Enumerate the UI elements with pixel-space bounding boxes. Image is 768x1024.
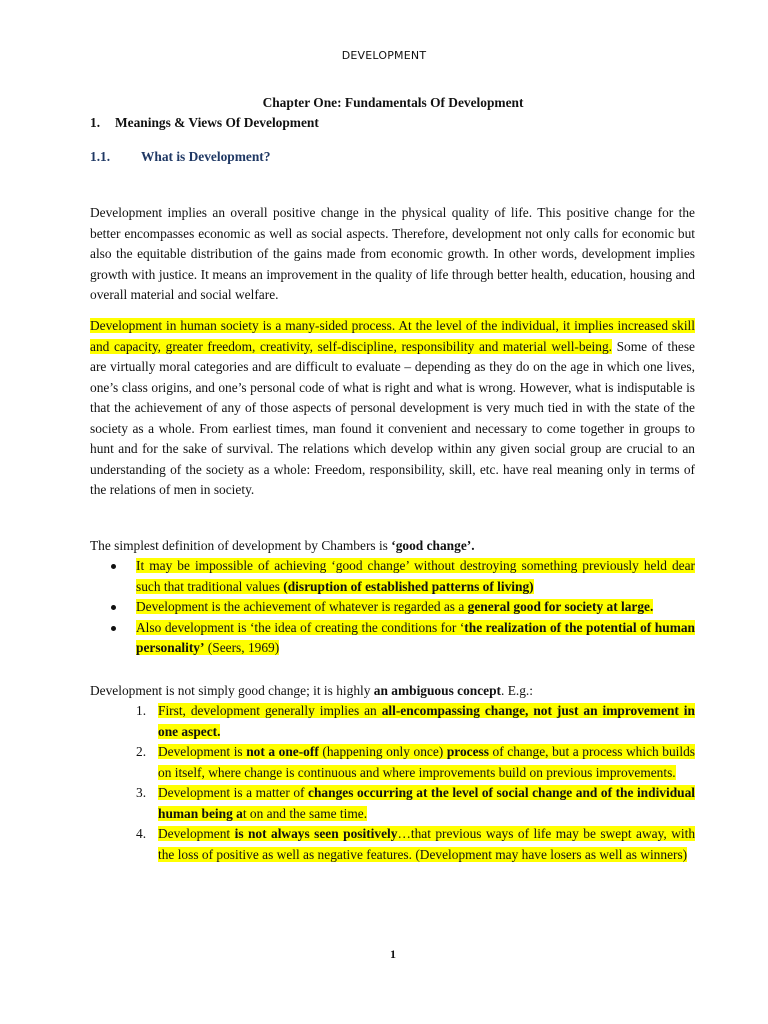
numbered-list-item [90,701,695,742]
bullet-icon [111,626,116,631]
list-number: 4. [136,826,147,841]
subsection-title: What is Development? [141,149,271,164]
subsection-heading [90,147,270,168]
list-number: 2. [136,744,147,759]
subsection-number: 1.1. [90,149,111,164]
highlighted-text: Development in human society is a many-sided process. At the level of the individual, it implies increased skill and capacity, greater freedom, creativity, self-discipline, responsibility and material well-being. [90,318,695,354]
list-item-text: Development is not always seen positively…that previous ways of life may be swept away, with the loss of positive as well as negative features. (Development may have losers as well as winners) [158,826,696,862]
running-header: DEVELOPMENT [341,49,427,62]
page-number: 1 [390,947,396,961]
list-item [90,618,695,659]
paragraph-definition: Development implies an overall positive change in the physical quality of life. This positive change for the better encompasses economic as well as social aspects. Therefore, development not only calls for economic but also the equitable distribution of the gains made from economic growth. In other words, development implies growth with justice. It means an improvement in the quality of life through better health, education, housing and overall material and social welfare. [90,205,695,302]
chambers-bold: ‘good change’. [391,538,475,553]
numbered-list-item [90,824,695,865]
list-item-text: Also development is ‘the idea of creating the conditions for ‘the realization of the potential of human personality’ (Seers, 1969) [136,619,695,655]
numbered-list-item [90,742,695,783]
list-number: 1. [136,703,147,718]
section-title: Meanings & Views Of Development [115,115,319,130]
list-item-text: It may be impossible of achieving ‘good change’ without destroying something previously held dear such that traditional values (disruption of established patterns of living) [136,558,695,594]
list-item [90,556,695,597]
chambers-definition [90,536,475,557]
bullet-icon [111,564,116,569]
list-item [90,597,695,618]
numbered-list-item [90,783,695,824]
section-heading [90,113,319,134]
ambiguous-concept-line: Development is not simply good change; it is highly an ambiguous concept. E.g.: [90,683,534,698]
section-number: 1. [90,115,101,130]
list-number: 3. [136,785,147,800]
chambers-text: The simplest definition of development by Chambers is [90,538,392,553]
bullet-icon [111,605,116,610]
bullet-list [90,556,695,659]
paragraph-text: Some of these are virtually moral categories and are difficult to evaluate – depending as they do on the age in which one lives, one’s class origins, and one’s personal code of what is right and what is wrong. However, what is indisputable is that the achievement of any of those aspects of personal development is very much tied in with the state of the society as a whole. From earliest times, man found it convenient and necessary to come together in groups to hunt and for the sake of survival. The relations which develop within any given social group are crucial to an understanding of the society as a whole: Freedom, responsibility, skill, etc. have real meaning only in terms of the relations of men in society. [90,338,695,497]
list-item-text: Development is a matter of changes occurring at the level of social change and of the individual human being at on and the same time. [158,785,696,821]
list-item-text: Development is not a one-off (happening only once) process of change, but a process which builds on itself, where change is continuous and where improvements build on previous improvements. [158,744,696,780]
paragraph-human-society [90,316,695,501]
list-item-text: Development is the achievement of whatever is regarded as a general good for society at large. [136,599,654,614]
numbered-list [90,701,695,865]
list-item-text: First, development generally implies an all-encompassing change, not just an improvement in one aspect. [158,703,695,739]
chapter-title: Chapter One: Fundamentals Of Development [262,95,524,110]
